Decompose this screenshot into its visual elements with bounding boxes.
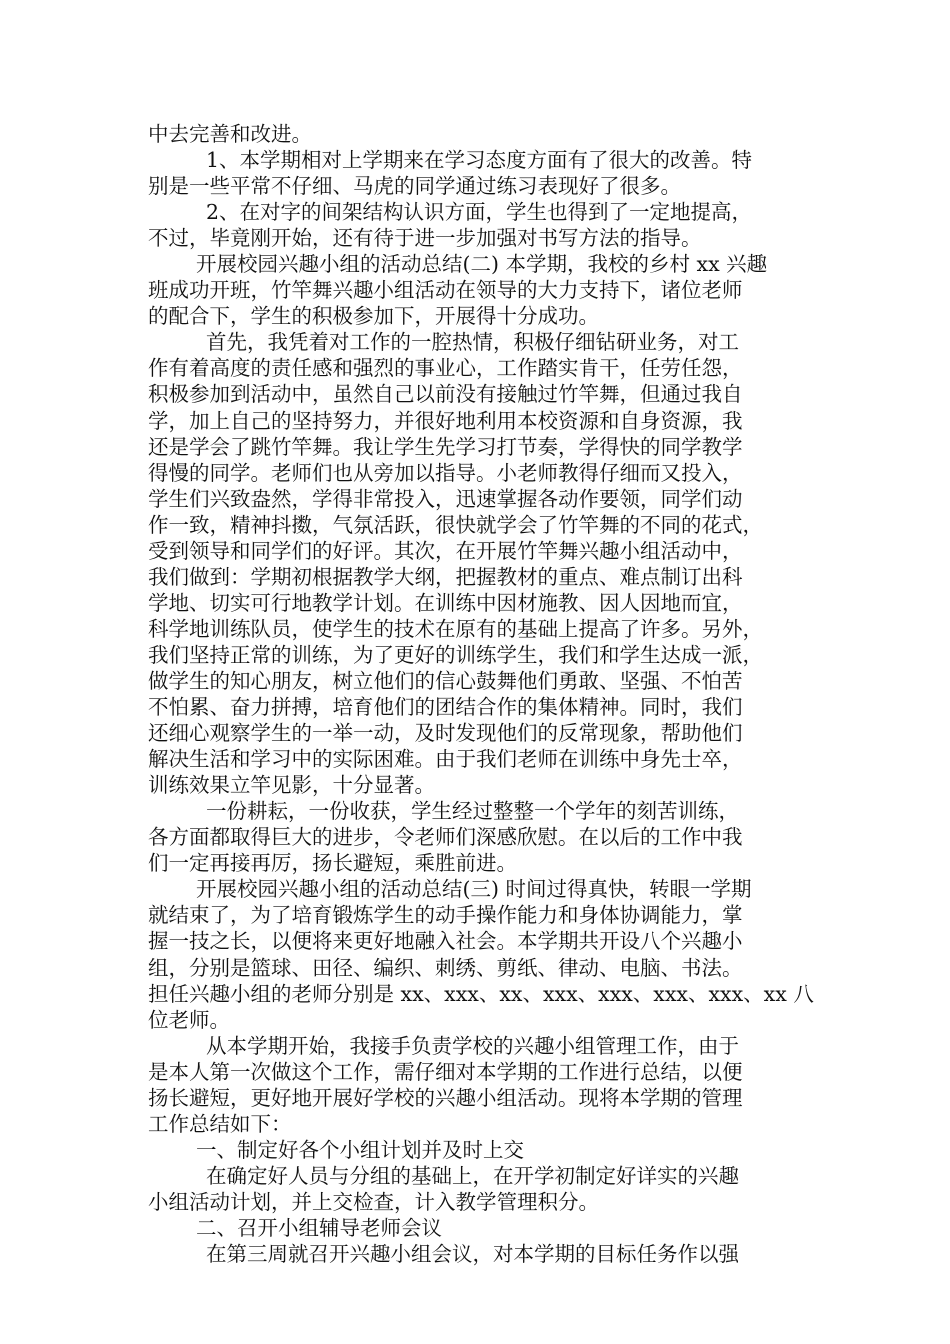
text-line: 科学地训练队员，使学生的技术在原有的基础上提高了许多。另外， [148, 616, 763, 641]
text-line: 别是一些平常不仔细、马虎的同学通过练习表现好了很多。 [148, 174, 681, 199]
text-line: 是本人第一次做这个工作，需仔细对本学期的工作进行总结，以便 [148, 1059, 743, 1084]
text-line: 学，加上自己的坚持努力，并很好地利用本校资源和自身资源，我 [148, 408, 743, 433]
document-page [148, 121, 814, 1267]
text-line: 组，分别是篮球、田径、编织、刺绣、剪纸、律动、电脑、书法。 [148, 955, 743, 980]
text-line: 一、制定好各个小组计划并及时上交 [196, 1137, 524, 1162]
text-line: 解决生活和学习中的实际困难。由于我们老师在训练中身先士卒， [148, 747, 743, 772]
text-line: 我们坚持正常的训练，为了更好的训练学生，我们和学生达成一派， [148, 642, 763, 667]
text-line: 首先，我凭着对工作的一腔热情，积极仔细钻研业务，对工 [206, 330, 739, 355]
text-line: 小组活动计划，并上交检查，计入教学管理积分。 [148, 1189, 599, 1214]
text-line: 在第三周就召开兴趣小组会议，对本学期的目标任务作以强 [206, 1242, 739, 1267]
text-line: 在确定好人员与分组的基础上，在开学初制定好详实的兴趣 [206, 1163, 739, 1188]
text-line: 的配合下，学生的积极参加下，开展得十分成功。 [148, 304, 599, 329]
text-line: 还细心观察学生的一举一动，及时发现他们的反常现象，帮助他们 [148, 721, 743, 746]
text-line: 不怕累、奋力拼搏，培育他们的团结合作的集体精神。同时，我们 [148, 695, 743, 720]
text-line: 中去完善和改进。 [148, 122, 312, 146]
text-line: 从本学期开始，我接手负责学校的兴趣小组管理工作，由于 [206, 1033, 739, 1058]
text-line: 学生们兴致盎然，学得非常投入，迅速掌握各动作要领，同学们动 [148, 486, 743, 511]
text-line: 受到领导和同学们的好评。其次，在开展竹竿舞兴趣小组活动中， [148, 538, 743, 563]
text-line: 一份耕耘，一份收获，学生经过整整一个学年的刻苦训练， [206, 799, 739, 824]
text-line: 积极参加到活动中，虽然自己以前没有接触过竹竿舞，但通过我自 [148, 382, 743, 407]
text-line: 工作总结如下： [148, 1111, 292, 1136]
text-line: 1、本学期相对上学期来在学习态度方面有了很大的改善。特 [206, 148, 753, 173]
text-line: 担任兴趣小组的老师分别是 xx、xxx、xx、xxx、xxx、xxx、xxx、xx 八 [148, 981, 814, 1006]
text-line: 各方面都取得巨大的进步，令老师们深感欣慰。在以后的工作中我 [148, 825, 743, 850]
text-line: 就结束了，为了培育锻炼学生的动手操作能力和身体协调能力，掌 [148, 903, 743, 928]
text-line: 2、在对字的间架结构认识方面，学生也得到了一定地提高， [206, 200, 753, 225]
text-line: 开展校园兴趣小组的活动总结(二) 本学期，我校的乡村 xx 兴趣 [196, 252, 768, 277]
text-line: 二、召开小组辅导老师会议 [196, 1215, 442, 1240]
text-line: 们一定再接再厉，扬长避短，乘胜前进。 [148, 851, 517, 876]
text-line: 我们做到：学期初根据教学大纲，把握教材的重点、难点制订出科 [148, 564, 743, 589]
text-line: 不过，毕竟刚开始，还有待于进一步加强对书写方法的指导。 [148, 226, 702, 251]
text-line: 班成功开班，竹竿舞兴趣小组活动在领导的大力支持下，诸位老师 [148, 278, 743, 303]
text-line: 作有着高度的责任感和强烈的事业心，工作踏实肯干，任劳任怨， [148, 356, 743, 381]
text-line: 握一技之长，以便将来更好地融入社会。本学期共开设八个兴趣小 [148, 929, 743, 954]
text-line: 学地、切实可行地教学计划。在训练中因材施教、因人因地而宜， [148, 590, 743, 615]
text-line: 扬长避短，更好地开展好学校的兴趣小组活动。现将本学期的管理 [148, 1085, 743, 1110]
text-line: 还是学会了跳竹竿舞。我让学生先学习打节奏，学得快的同学教学 [148, 434, 743, 459]
text-line: 得慢的同学。老师们也从旁加以指导。小老师教得仔细而又投入， [148, 460, 743, 485]
text-line: 位老师。 [148, 1007, 230, 1032]
text-line: 作一致，精神抖擞，气氛活跃，很快就学会了竹竿舞的不同的花式， [148, 512, 763, 537]
text-line: 训练效果立竿见影，十分显著。 [148, 773, 435, 798]
text-line: 做学生的知心朋友，树立他们的信心鼓舞他们勇敢、坚强、不怕苦 [148, 668, 743, 693]
text-line: 开展校园兴趣小组的活动总结(三) 时间过得真快，转眼一学期 [196, 877, 752, 902]
